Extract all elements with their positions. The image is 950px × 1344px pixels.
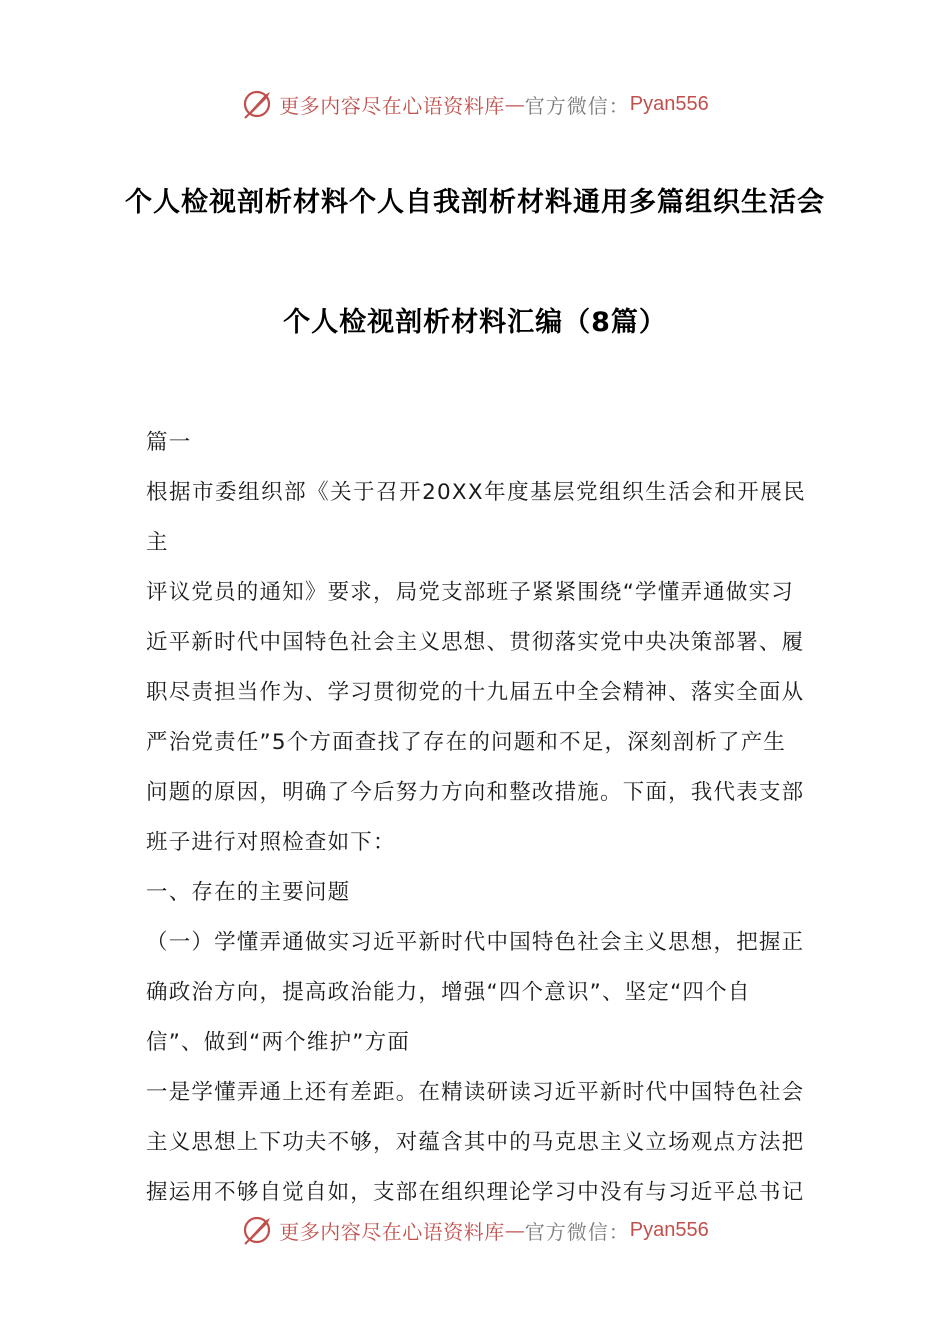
body-line: 握运用不够自觉自如，支部在组织理论学习中没有与习近平总书记 <box>146 1180 805 1205</box>
banner-brand: 更多内容尽在心语资料库 <box>279 93 505 118</box>
banner-official-label: 官方微信： <box>524 93 630 118</box>
body-line: 近平新时代中国特色社会主义思想、贯彻落实党中央决策部署、履 <box>146 630 805 655</box>
banner-brand: 更多内容尽在心语资料库 <box>279 1219 505 1244</box>
document-body <box>146 418 806 1218</box>
banner-official-label: 官方微信： <box>524 1219 630 1244</box>
body-line: 职尽责担当作为、学习贯彻党的十九届五中全会精神、落实全面从 <box>146 680 805 705</box>
document-title-line2: 个人检视剖析材料汇编（8篇） <box>283 307 667 338</box>
body-line: 信”、做到“两个维护”方面 <box>146 1030 411 1055</box>
body-line: 严治党责任”5个方面查找了存在的问题和不足，深刻剖析了产生 <box>146 730 787 755</box>
body-line: 一是学懂弄通上还有差距。在精读研读习近平新时代中国特色社会 <box>146 1080 805 1105</box>
body-line: 确政治方向，提高政治能力，增强“四个意识”、坚定“四个自 <box>146 980 751 1005</box>
footer-banner <box>0 1212 950 1248</box>
banner-dash: — <box>504 1218 525 1242</box>
body-line: 主义思想上下功夫不够，对蕴含其中的马克思主义立场观点方法把 <box>146 1130 805 1155</box>
body-line: （一）学懂弄通做实习近平新时代中国特色社会主义思想，把握正 <box>146 930 805 955</box>
body-line: 根据市委组织部《关于召开20XX年度基层党组织生活会和开展民主 <box>146 480 806 555</box>
body-line: 班子进行对照检查如下： <box>146 830 396 855</box>
header-banner <box>0 86 950 122</box>
banner-wechat-id: Pyan556 <box>629 1218 709 1241</box>
body-line: 篇一 <box>146 430 192 455</box>
banner-wechat-id: Pyan556 <box>629 92 709 115</box>
document-title-line1: 个人检视剖析材料个人自我剖析材料通用多篇组织生活会 <box>125 187 825 218</box>
banner-dash: — <box>504 92 525 116</box>
body-line: 问题的原因，明确了今后努力方向和整改措施。下面，我代表支部 <box>146 780 805 805</box>
quill-pen-logo-icon <box>241 1213 275 1247</box>
quill-pen-logo-icon <box>241 87 275 121</box>
body-line: 一、存在的主要问题 <box>146 880 351 905</box>
body-line: 评议党员的通知》要求，局党支部班子紧紧围绕“学懂弄通做实习 <box>146 580 794 605</box>
